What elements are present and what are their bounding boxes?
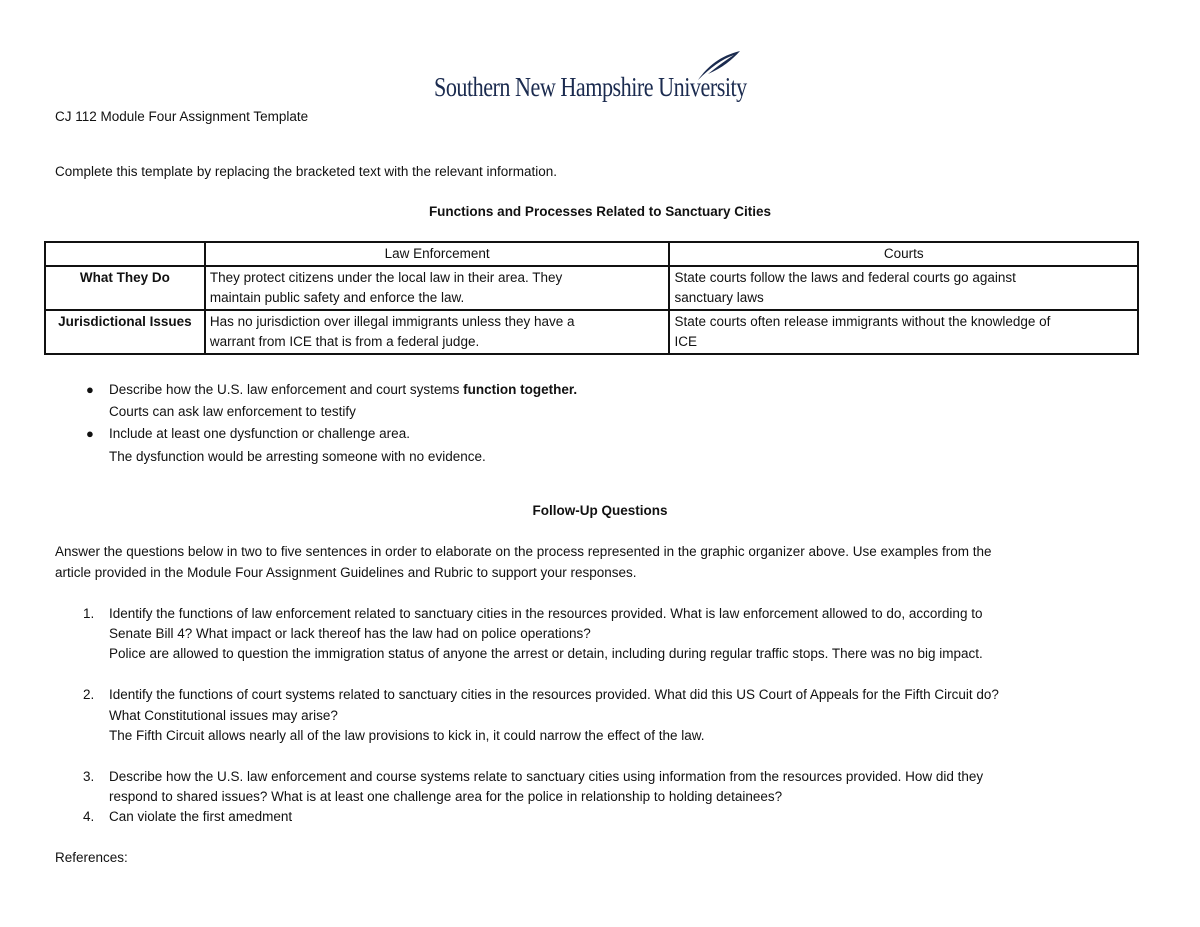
answer-line: Can violate the first amedment bbox=[109, 809, 293, 824]
cell-line: They protect citizens under the local law in their area. They bbox=[209, 270, 563, 285]
cell-line: ICE bbox=[674, 334, 697, 349]
question-number: 4. bbox=[83, 809, 95, 824]
cell-line: warrant from ICE that is from a federal judge. bbox=[209, 334, 480, 349]
section-heading: Functions and Processes Related to Sanctuary Cities bbox=[428, 204, 772, 219]
question-line: Identify the functions of court systems related to sanctuary cities in the resources provided. What did this US Court of Appeals for the Fifth Circuit do? bbox=[109, 687, 999, 702]
bullet-answer: The dysfunction would be arresting someone with no evidence. bbox=[109, 449, 486, 464]
question-number: 2. bbox=[83, 687, 95, 702]
bullet-icon: ● bbox=[86, 426, 94, 441]
references-label: References: bbox=[55, 850, 128, 865]
instructions-text: Complete this template by replacing the bracketed text with the relevant information. bbox=[55, 164, 558, 179]
table-cell bbox=[669, 266, 1138, 310]
cell-line: State courts often release immigrants without the knowledge of bbox=[674, 314, 1051, 329]
follow-up-intro-line: article provided in the Module Four Assignment Guidelines and Rubric to support your responses. bbox=[55, 565, 637, 580]
question-line: Senate Bill 4? What impact or lack thereof has the law had on police operations? bbox=[109, 626, 591, 641]
question-line: What Constitutional issues may arise? bbox=[109, 708, 338, 723]
follow-up-heading: Follow-Up Questions bbox=[532, 503, 668, 518]
question-number: 1. bbox=[83, 606, 95, 621]
table-row bbox=[45, 310, 1138, 354]
table-row bbox=[45, 266, 1138, 310]
cell-line: maintain public safety and enforce the law. bbox=[209, 290, 465, 305]
bullet-prompt: Describe how the U.S. law enforcement and court systems function together. bbox=[109, 382, 578, 397]
table-cell bbox=[205, 266, 670, 310]
cell-line: sanctuary laws bbox=[674, 290, 764, 305]
follow-up-intro-line: Answer the questions below in two to five sentences in order to elaborate on the process represented in the graphic organizer above. Use examples from the bbox=[55, 544, 992, 559]
bullet-icon: ● bbox=[86, 382, 94, 397]
bullet-prompt: Include at least one dysfunction or challenge area. bbox=[109, 426, 410, 441]
document-title: CJ 112 Module Four Assignment Template bbox=[55, 109, 309, 124]
table-header-cell: Law Enforcement bbox=[205, 242, 670, 266]
functions-table bbox=[44, 241, 1139, 355]
table-header-cell bbox=[45, 242, 205, 266]
table-header-cell: Courts bbox=[669, 242, 1138, 266]
question-line: respond to shared issues? What is at least one challenge area for the police in relationship to holding detainees? bbox=[109, 789, 783, 804]
university-logo bbox=[432, 48, 772, 106]
table-cell bbox=[205, 310, 670, 354]
table-header-row bbox=[45, 242, 1138, 266]
row-label: Jurisdictional Issues bbox=[45, 310, 205, 354]
answer-line: The Fifth Circuit allows nearly all of the law provisions to kick in, it could narrow the effect of the law. bbox=[109, 728, 705, 743]
cell-line: Has no jurisdiction over illegal immigrants unless they have a bbox=[209, 314, 575, 329]
university-name: Southern New Hampshire University bbox=[434, 72, 747, 102]
question-number: 3. bbox=[83, 769, 95, 784]
row-label: What They Do bbox=[45, 266, 205, 310]
table-cell bbox=[669, 310, 1138, 354]
answer-line: Police are allowed to question the immigration status of anyone the arrest or detain, including during regular traffic stops. There was no big impact. bbox=[109, 646, 983, 661]
cell-line: State courts follow the laws and federal courts go against bbox=[674, 270, 1016, 285]
question-line: Describe how the U.S. law enforcement and course systems relate to sanctuary cities using information from the resources provided. How did they bbox=[109, 769, 984, 784]
bullet-answer: Courts can ask law enforcement to testify bbox=[109, 404, 356, 419]
question-line: Identify the functions of law enforcement related to sanctuary cities in the resources provided. What is law enforcement allowed to do, according to bbox=[109, 606, 983, 621]
